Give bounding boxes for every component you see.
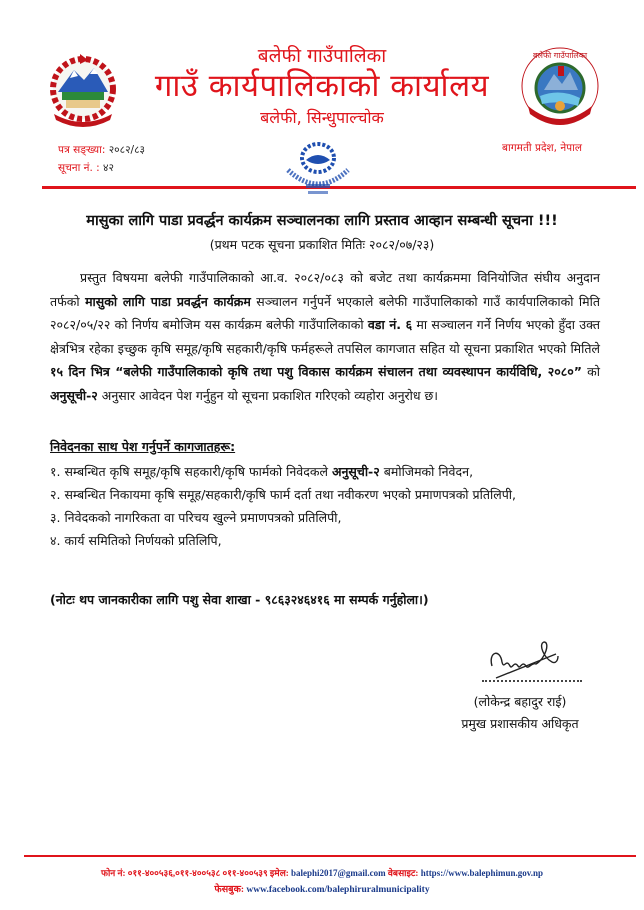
signature-icon xyxy=(486,636,576,680)
municipality-name: बलेफी गाउँपालिका xyxy=(257,45,387,67)
letter-number-value: २०८२/८३ xyxy=(108,144,146,156)
document-item: ४. कार्य समितिको निर्णयको प्रतिलिपि, xyxy=(50,533,222,548)
notice-number xyxy=(58,159,145,177)
notice-subtitle: (प्रथम पटक सूचना प्रकाशित मितिः २०८२/०७/२३) xyxy=(209,237,435,252)
documents-heading: निवेदनका साथ पेश गर्नुपर्ने कागजातहरू: xyxy=(50,439,236,454)
website-label: वेबसाइट: xyxy=(387,868,419,878)
body-text-4: को xyxy=(582,364,600,379)
footer-contact xyxy=(0,866,644,879)
office-name: गाउँ कार्यपालिकाको कार्यालय xyxy=(154,68,490,104)
notice-number-label: सूचना नं. : xyxy=(58,162,100,174)
notice-number-value: ४२ xyxy=(103,162,114,174)
signatory-designation: प्रमुख प्रशासकीय अधिकृत xyxy=(461,716,579,731)
letter-number-label: पत्र सङ्ख्या: xyxy=(58,144,106,156)
program-name: मासुको लागि पाडा प्रवर्द्धन कार्यक्रम xyxy=(85,293,251,309)
office-address: बलेफी, सिन्धुपाल्चोक xyxy=(260,108,384,127)
signature-line xyxy=(482,680,582,682)
ward-number: वडा नं. ६ xyxy=(367,317,413,332)
signatory-name: (लोकेन्द्र बहादुर राई) xyxy=(473,694,567,709)
document-item: २. सम्बन्धित निकायमा कृषि समूह/सहकारी/कृषि फार्म दर्ता तथा नवीकरण भएको प्रमाणपत्रको प्रतिलिपी, xyxy=(50,487,517,502)
province: बागमती प्रदेश, नेपाल xyxy=(502,142,582,154)
footer-social xyxy=(0,882,644,895)
deadline-and-procedure: १५ दिन भित्र “बलेफी गाउँपालिकाको कृषि तथा पशु विकास कार्यक्रम संचालन तथा व्यवस्थापन कार्यविधि, २०८०” xyxy=(50,364,583,379)
letter-number xyxy=(58,141,145,159)
facebook-link[interactable]: www.facebook.com/balephiruralmunicipality xyxy=(246,885,430,895)
body-text-2: सञ्चालन गर्नुपर्ने भएकाले बलेफी गाउँपालिकाको गाउँ कार्यपालिकाको मिति २०८२/०५/२२ को निर्णय बमोजिम यस कार्यक्रम बलेफी गाउँपालिकाको xyxy=(50,293,601,332)
body-text-3: मा सञ्चालन गर्ने निर्णय भएको हुँदा उक्त क्षेत्रभित्र रहेका इच्छुक कृषि समूह/कृषि सहकारी/कृषि फर्महरूले तपसिल कागजात सहित यो सूचना प्रकाशित भएको मितिले xyxy=(50,317,600,356)
svg-text:बलेफी गाउँपालिका: बलेफी गाउँपालिका xyxy=(532,51,588,60)
body-text-1: प्रस्तुत विषयमा बलेफी गाउँपालिकाको आ.व. २०८२/०८३ को बजेट तथा कार्यक्रममा विनियोजित संघीय अनुदान तर्फको xyxy=(50,270,600,309)
website-link[interactable]: https://www.balephimun.gov.np xyxy=(420,868,543,878)
footer-divider xyxy=(24,855,636,857)
facebook-label: फेसबुक: xyxy=(214,885,245,895)
document-item: ३. निवेदकको नागरिकता वा परिचय खुल्ने प्रमाणपत्रको प्रतिलिपी, xyxy=(50,510,342,525)
phone-numbers: ०११-४००५३६,०११-४००५३८ ०११-४००५३९ xyxy=(127,868,268,878)
phone-label: फोन नं: xyxy=(101,868,126,878)
notice-title: मासुका लागि पाडा प्रवर्द्धन कार्यक्रम सञ्चालनका लागि प्रस्ताव आव्हान सम्बन्धी सूचना !!! xyxy=(86,213,558,229)
notice-body xyxy=(50,266,600,407)
contact-note: (नोटः थप जानकारीका लागि पशु सेवा शाखा - ९८६३२४६४१६ मा सम्पर्क गर्नुहोला।) xyxy=(50,592,429,607)
annex-reference: अनुसूची-२ xyxy=(50,387,98,403)
documents-list xyxy=(50,460,516,552)
document-item: १. सम्बन्धित कृषि समूह/कृषि सहकारी/कृषि फार्मको निवेदकले अनुसूची-२ बमोजिमको निवेदन, xyxy=(50,464,474,479)
email-link[interactable]: balephi2017@gmail.com xyxy=(291,868,386,878)
office-seal-stamp-icon xyxy=(280,140,356,200)
email-label: इमेल: xyxy=(269,868,289,878)
reference-block xyxy=(58,141,145,177)
body-text-5: अनुसार आवेदन पेश गर्नुहुन यो सूचना प्रकाशित गरिएको व्यहोरा अनुरोध छ। xyxy=(97,387,439,403)
